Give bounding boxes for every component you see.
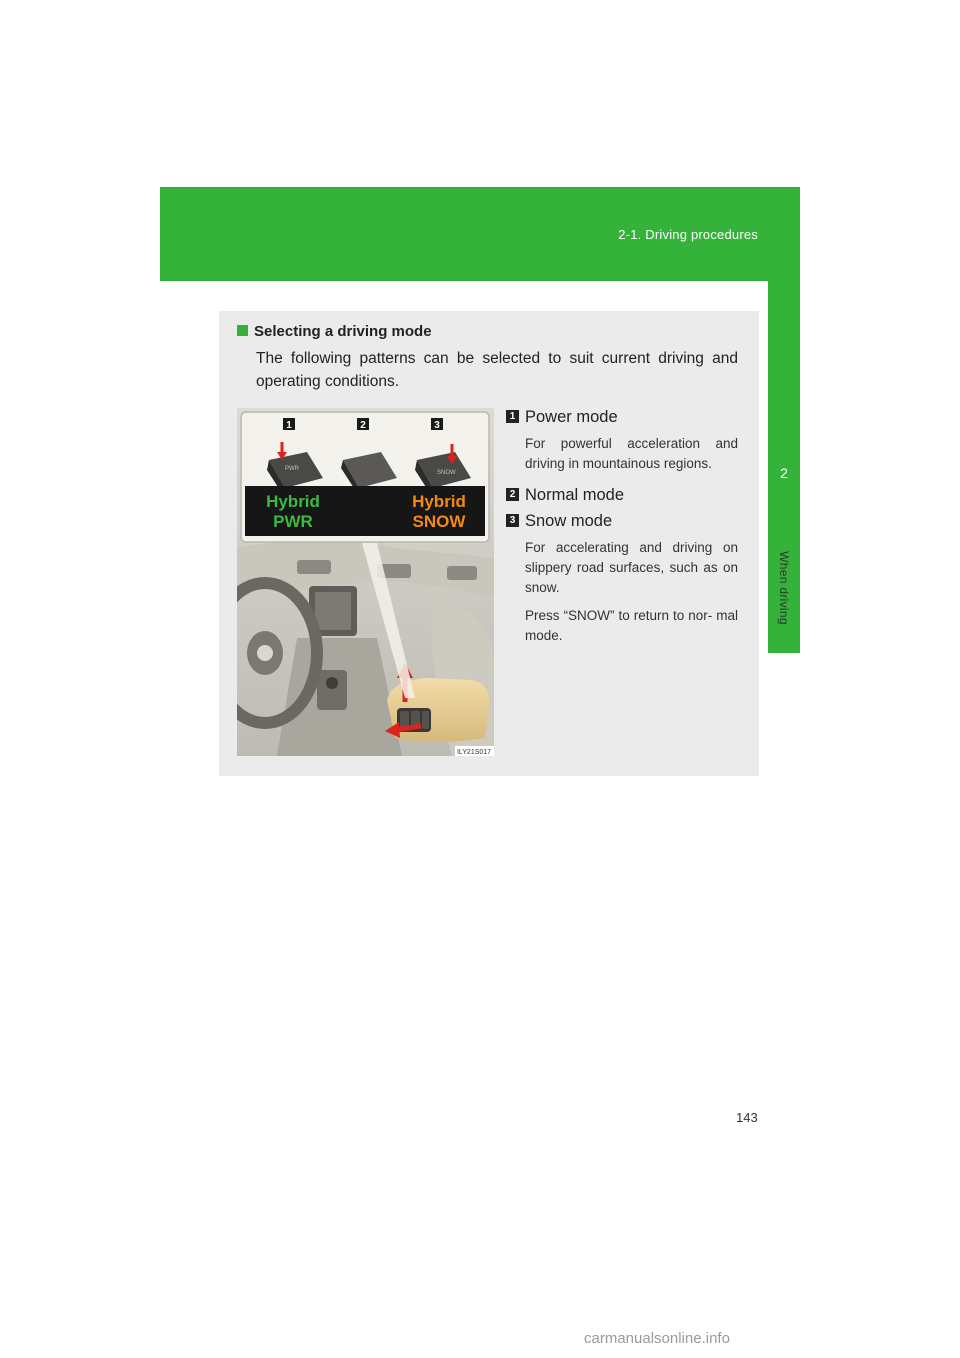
callout-2: 2 (360, 420, 366, 431)
mode-item-snow: 3 Snow mode (506, 510, 738, 536)
content-box (219, 311, 759, 776)
display-left-line1: Hybrid (266, 492, 320, 511)
mode-item-power: 1 Power mode (506, 406, 738, 432)
driving-mode-figure (237, 408, 494, 756)
chapter-label: When driving (777, 551, 791, 625)
svg-text:SNOW: SNOW (437, 470, 456, 476)
svg-text:PWR: PWR (285, 466, 299, 472)
chapter-number: 2 (780, 465, 788, 481)
callout-1: 1 (286, 420, 292, 431)
display-left-line2: PWR (273, 512, 313, 531)
interior-illustration (237, 408, 494, 756)
figure-code: ILY21S017 (456, 749, 492, 756)
bullet-square-icon (237, 325, 248, 336)
mode-description-snow: For accelerating and driving on slippery road surfaces, such as on snow. (525, 540, 738, 595)
page-number: 143 (736, 1110, 758, 1125)
section-heading: 2-1. Driving procedures (618, 227, 758, 242)
number-1-icon: 1 (506, 410, 519, 423)
watermark: carmanualsonline.info (584, 1330, 730, 1347)
number-2-icon: 2 (506, 488, 519, 501)
number-3-icon: 3 (506, 514, 519, 527)
mode-note-snow: Press “SNOW” to return to nor- mal mode. (525, 608, 738, 643)
header-band (160, 187, 800, 281)
intro-paragraph: The following patterns can be selected to suit current driving and operating conditions. (256, 350, 738, 390)
mode-description-power: For powerful acceleration and driving in mountainous regions. (525, 436, 738, 471)
mode-list (506, 406, 738, 656)
display-right-line1: Hybrid (412, 492, 466, 511)
section-title: Selecting a driving mode (237, 323, 432, 340)
mode-item-normal: 2 Normal mode (506, 484, 738, 510)
callout-3: 3 (434, 420, 440, 431)
display-right-line2: SNOW (412, 512, 466, 531)
